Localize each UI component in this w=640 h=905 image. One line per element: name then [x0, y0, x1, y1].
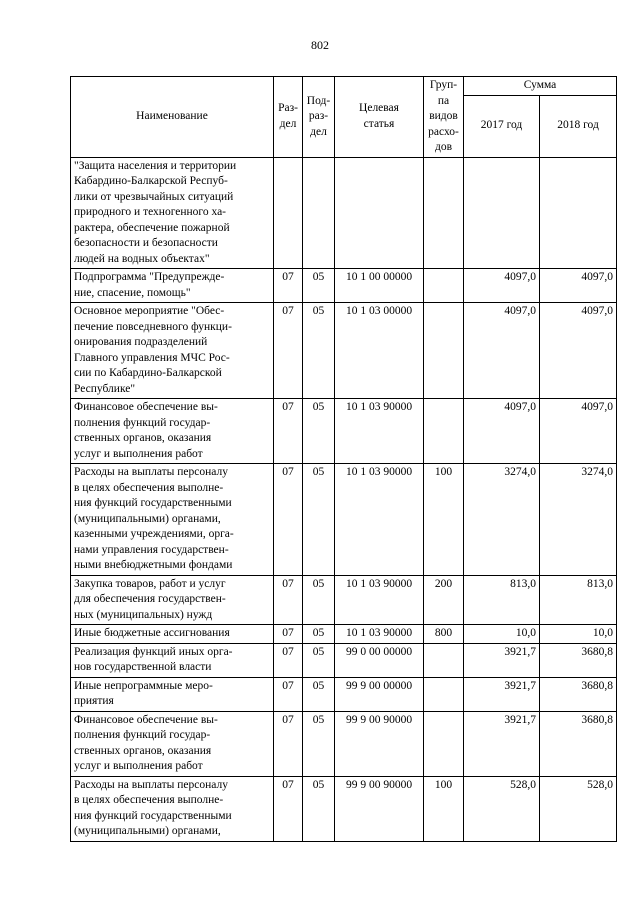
row-sum-2018: 4097,0	[540, 303, 617, 399]
row-subsection: 05	[303, 575, 335, 625]
row-sum-2017: 3921,7	[464, 643, 540, 677]
row-sum-2017: 813,0	[464, 575, 540, 625]
row-expense-group	[424, 269, 464, 303]
table-row	[71, 269, 617, 303]
row-section	[274, 157, 303, 269]
row-target: 99 9 00 90000	[335, 711, 424, 776]
row-section: 07	[274, 464, 303, 576]
row-sum-2018: 3680,8	[540, 677, 617, 711]
row-section: 07	[274, 711, 303, 776]
row-sum-2018: 10,0	[540, 625, 617, 644]
table-row	[71, 711, 617, 776]
row-target: 10 1 03 90000	[335, 464, 424, 576]
row-section: 07	[274, 677, 303, 711]
budget-table	[70, 76, 617, 842]
table-row	[71, 643, 617, 677]
row-name: Реализация функций иных орга- нов государственной власти	[71, 643, 274, 677]
row-sum-2018: 4097,0	[540, 269, 617, 303]
row-sum-2018	[540, 157, 617, 269]
row-sum-2018: 4097,0	[540, 399, 617, 464]
row-sum-2017: 4097,0	[464, 269, 540, 303]
row-target: 10 1 03 90000	[335, 625, 424, 644]
row-name: Иные непрограммные меро- приятия	[71, 677, 274, 711]
row-target: 10 1 03 90000	[335, 399, 424, 464]
table-row	[71, 399, 617, 464]
row-section: 07	[274, 575, 303, 625]
row-sum-2018: 813,0	[540, 575, 617, 625]
row-expense-group: 200	[424, 575, 464, 625]
table-row	[71, 464, 617, 576]
row-name: Иные бюджетные ассигнования	[71, 625, 274, 644]
row-subsection: 05	[303, 643, 335, 677]
row-sum-2018: 3274,0	[540, 464, 617, 576]
row-name: Основное мероприятие "Обес- печение повседневного функци- онирования подразделений Главного управления МЧС Рос- сии по Кабардино-Балкарской Республике"	[71, 303, 274, 399]
table-row	[71, 776, 617, 841]
header-year-2017: 2017 год	[464, 95, 540, 157]
row-expense-group	[424, 643, 464, 677]
row-expense-group	[424, 711, 464, 776]
row-name: Расходы на выплаты персоналу в целях обеспечения выполне- ния функций государственными (муниципальными) органами,	[71, 776, 274, 841]
row-subsection: 05	[303, 269, 335, 303]
row-expense-group: 100	[424, 776, 464, 841]
row-name: "Защита населения и территории Кабардино-Балкарской Респуб- лики от чрезвычайных ситуаций природного и техногенного ха- рактера, обеспечение пожарной безопасности и безопасности людей на водных объектах"	[71, 157, 274, 269]
row-subsection: 05	[303, 303, 335, 399]
row-sum-2017	[464, 157, 540, 269]
row-subsection: 05	[303, 776, 335, 841]
row-name: Финансовое обеспечение вы- полнения функций государ- ственных органов, оказания услуг и выполнения работ	[71, 399, 274, 464]
row-section: 07	[274, 269, 303, 303]
row-target: 10 1 03 90000	[335, 575, 424, 625]
row-name: Подпрограмма "Предупрежде- ние, спасение, помощь"	[71, 269, 274, 303]
row-sum-2017: 528,0	[464, 776, 540, 841]
header-subsection: Под- раз- дел	[303, 77, 335, 158]
header-sum: Сумма	[464, 77, 617, 96]
header-name: Наименование	[71, 77, 274, 158]
row-target: 99 9 00 00000	[335, 677, 424, 711]
row-sum-2017: 10,0	[464, 625, 540, 644]
row-section: 07	[274, 399, 303, 464]
row-target: 10 1 03 00000	[335, 303, 424, 399]
table-row	[71, 157, 617, 269]
table-row	[71, 625, 617, 644]
row-expense-group: 100	[424, 464, 464, 576]
page-number: 802	[311, 38, 329, 52]
row-expense-group: 800	[424, 625, 464, 644]
row-target	[335, 157, 424, 269]
table-row	[71, 677, 617, 711]
header-expense-group: Груп- па видов расхо- дов	[424, 77, 464, 158]
row-target: 99 0 00 00000	[335, 643, 424, 677]
row-section: 07	[274, 776, 303, 841]
row-subsection: 05	[303, 677, 335, 711]
row-section: 07	[274, 625, 303, 644]
row-sum-2018: 528,0	[540, 776, 617, 841]
row-name: Закупка товаров, работ и услуг для обеспечения государствен- ных (муниципальных) нужд	[71, 575, 274, 625]
row-sum-2018: 3680,8	[540, 643, 617, 677]
row-expense-group	[424, 157, 464, 269]
row-sum-2017: 3921,7	[464, 711, 540, 776]
row-target: 10 1 00 00000	[335, 269, 424, 303]
row-section: 07	[274, 643, 303, 677]
row-subsection	[303, 157, 335, 269]
row-subsection: 05	[303, 464, 335, 576]
row-target: 99 9 00 90000	[335, 776, 424, 841]
row-subsection: 05	[303, 711, 335, 776]
header-target: Целевая статья	[335, 77, 424, 158]
row-subsection: 05	[303, 399, 335, 464]
table-row	[71, 575, 617, 625]
header-section: Раз- дел	[274, 77, 303, 158]
row-sum-2017: 3921,7	[464, 677, 540, 711]
row-sum-2018: 3680,8	[540, 711, 617, 776]
table-row	[71, 303, 617, 399]
row-sum-2017: 4097,0	[464, 303, 540, 399]
row-expense-group	[424, 677, 464, 711]
row-expense-group	[424, 399, 464, 464]
header-year-2018: 2018 год	[540, 95, 617, 157]
row-sum-2017: 4097,0	[464, 399, 540, 464]
row-expense-group	[424, 303, 464, 399]
row-name: Финансовое обеспечение вы- полнения функций государ- ственных органов, оказания услуг и выполнения работ	[71, 711, 274, 776]
row-subsection: 05	[303, 625, 335, 644]
row-sum-2017: 3274,0	[464, 464, 540, 576]
row-name: Расходы на выплаты персоналу в целях обеспечения выполне- ния функций государственными (муниципальными) органами, казенными учреждениями, орга- нами управления государствен- ными внебюджетными фондами	[71, 464, 274, 576]
row-section: 07	[274, 303, 303, 399]
